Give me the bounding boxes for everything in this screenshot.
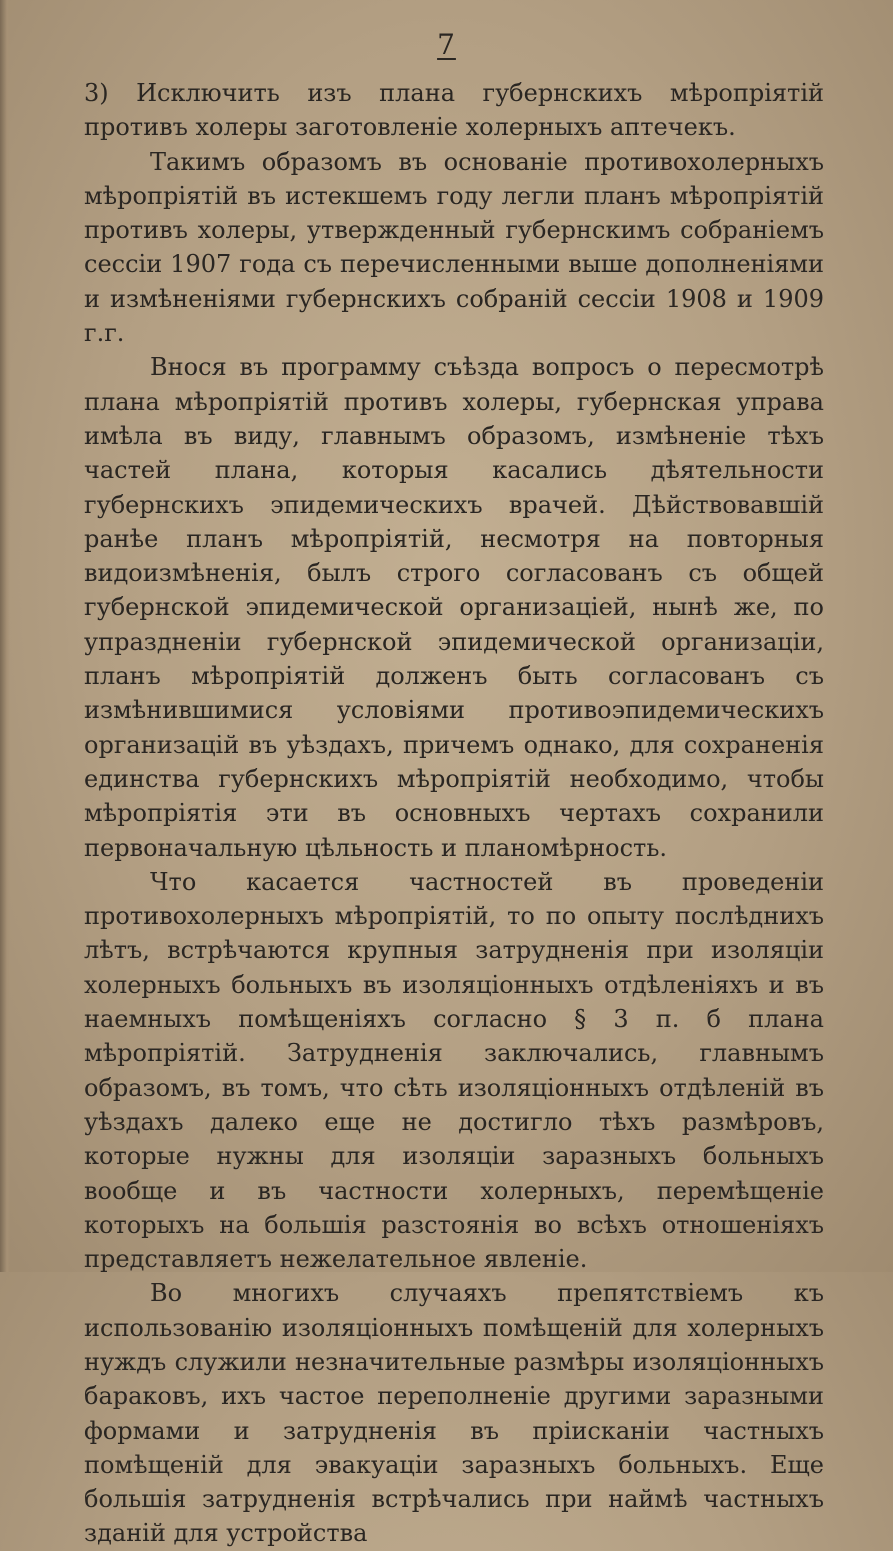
paragraph-obstacles: Во многихъ случаяхъ препятствіемъ къ использованію изоляціонныхъ помѣщеній для холерныхъ нуждъ служили незначительные размѣры изоляціонныхъ бараковъ, ихъ частое переполненіе другими заразными формами и затрудненія въ прiисканіи частныхъ помѣщеній для эвакуаціи заразныхъ больныхъ. Еще большія затрудненія встрѣчались при наймѣ частныхъ зданій для устройства [84, 1279, 824, 1548]
paragraph-item-3: 3) Исключить изъ плана губернскихъ мѣропріятій противъ холеры заготовленіе холерныхъ аптечекъ. [84, 79, 824, 142]
page-number [0, 28, 893, 61]
paragraph-summary: Такимъ образомъ въ основаніе противохолерныхъ мѣропріятій въ истекшемъ году легли планъ мѣропріятій противъ холеры, утвержденный губернскимъ собраніемъ сессіи 1907 года съ перечисленными выше дополненіями и измѣненіями губернскихъ собраній сессіи 1908 и 1909 г.г. [84, 147, 824, 348]
page-edge [0, 0, 10, 1272]
paragraph-program: Внося въ программу съѣзда вопросъ о пересмотрѣ плана мѣропріятій противъ холеры, губернская управа имѣла въ виду, главнымъ образомъ, измѣненіе тѣхъ частей плана, которыя касались дѣятельности губернскихъ эпидемическихъ врачей. Дѣйствовавшій ранѣе планъ мѣропріятій, несмотря на повторныя видоизмѣненія, былъ строго согласованъ съ общей губернской эпидемической организацiей, нынѣ же, по упраздненіи губернской эпидемической организаціи, планъ мѣропріятій долженъ быть согласованъ съ измѣнившимися условіями противоэпидемическихъ организацій въ уѣздахъ, причемъ однако, для сохраненія единства губернскихъ мѣропріятій необходимо, чтобы мѣропріятія эти въ основныхъ чертахъ сохранили первоначальную цѣльность и планомѣрность. [84, 353, 824, 862]
document-body [84, 76, 824, 1551]
page-number-value: 7 [437, 28, 456, 61]
paragraph-difficulties: Что касается частностей въ проведеніи противохолерныхъ мѣропріятій, то по опыту послѣднихъ лѣтъ, встрѣчаются крупныя затрудненія при изоляціи холерныхъ больныхъ въ изоляціонныхъ отдѣленіяхъ и въ наемныхъ помѣщеніяхъ согласно § 3 п. б плана мѣропріятій. Затрудненія заключались, главнымъ образомъ, въ томъ, что сѣть изоляціонныхъ отдѣленій въ уѣздахъ далеко еще не достигло тѣхъ размѣровъ, которые нужны для изоляціи заразныхъ больныхъ вообще и въ частности холерныхъ, перемѣщеніе которыхъ на большія разстоянія во всѣхъ отношеніяхъ представляетъ нежелательное явленіе. [84, 867, 824, 1274]
